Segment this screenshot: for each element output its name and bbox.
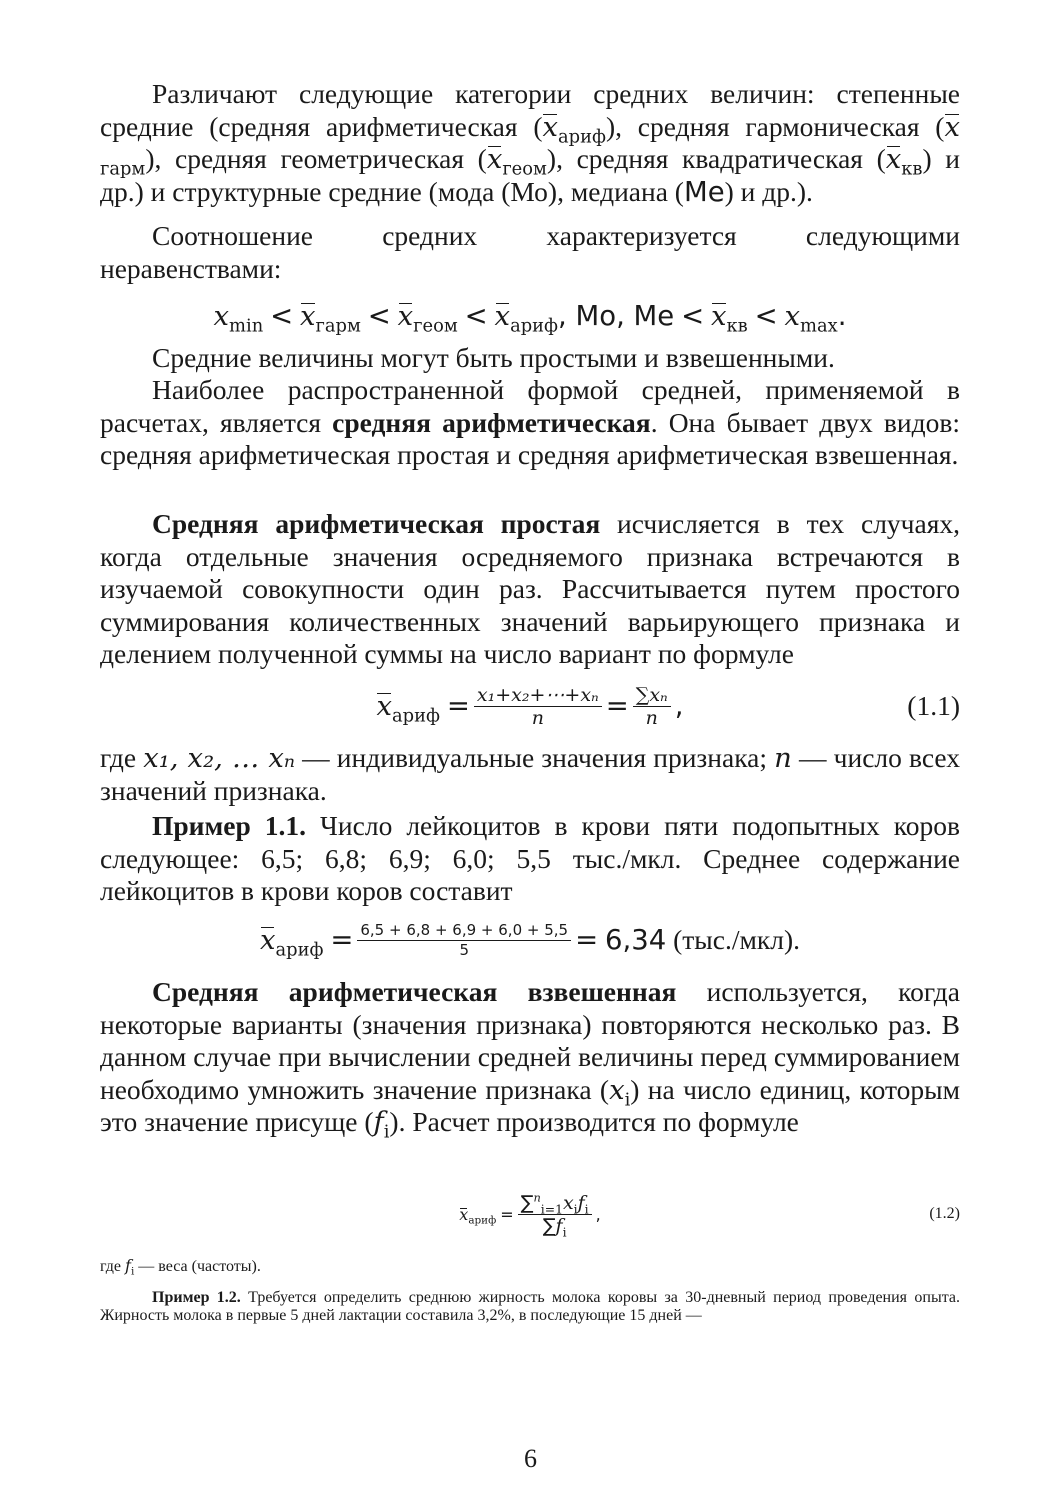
equation-number: (1.2): [929, 1205, 960, 1222]
bold-term: Пример 1.2.: [152, 1289, 241, 1306]
text: ), средняя геометрическая (: [145, 143, 487, 174]
text: ) на число единиц, которым это значение присуще (: [100, 1073, 960, 1137]
text: ) и др.) и структурные средние (мода (Мо), медиана (: [100, 143, 961, 207]
text: — число всех значений признака.: [100, 742, 961, 806]
x-arif-symbol: $x_{ариф}$: [542, 110, 606, 147]
paragraph-where-2: [100, 1256, 960, 1276]
text: используется, когда некоторые варианты (значения признака) повторяются несколько раз. В данном случае при вычислении средней величины перед суммированием необходимо умножить значение признака (: [100, 976, 960, 1105]
me-symbol: Ме: [683, 175, 725, 208]
paragraph-simple-mean: [100, 508, 960, 671]
xi-symbol: $x_i$: [609, 1073, 631, 1110]
bold-term: Средняя арифметическая взвешенная: [152, 976, 677, 1007]
text: Различают следующие категории средних величин: степенные средние (средняя арифметическая (: [100, 78, 960, 142]
text: где: [100, 1258, 126, 1275]
text: — индивидуальные значения признака;: [295, 742, 775, 773]
x-geom-symbol: $x_{геом}$: [486, 143, 547, 180]
paragraph-where-1: [100, 742, 960, 807]
paragraph-arithmetic: [100, 374, 960, 472]
text: Число лейкоцитов в крови пяти подопытных коров следующее: 6,5; 6,8; 6,9; 6,0; 5,5 тыс./мкл. Среднее содержание лейкоцитов в крови коров составит: [100, 810, 960, 906]
fi-symbol: $f_i$: [373, 1106, 390, 1143]
bold-term: средняя арифметическая: [332, 406, 651, 438]
paragraph-categories: [100, 78, 960, 208]
bold-term: Средняя арифметическая простая: [152, 508, 601, 539]
example-1-1-calculation: $x_{ариф}$ = $\frac{6,5 + 6,8 + 6,9 + 6,0 + 5,5}{5}$ = 6,34 (тыс./мкл).: [259, 920, 801, 960]
inequality-formula: $x_{min}$ < $x_{гарм}$ < $x_{геом}$ < $x_{ариф}$ , Mo, Me < $x_{кв}$ < $x_{max}$ .: [213, 299, 847, 336]
x-kv-symbol: $x_{кв}$: [885, 143, 923, 180]
text: . Она бывает двух видов: средняя арифметическая простая и средняя арифметическая взвешенная.: [100, 406, 961, 470]
text: Требуется определить среднюю жирность молока коровы за 30-дневный период проведения опыта. Жирность молока в первые 5 дней лактации составила 3,2%, в последующие 15 дней —: [100, 1289, 960, 1324]
text: ), средняя гармоническая (: [605, 110, 945, 142]
text: ). Расчет производится по формуле: [389, 1106, 799, 1137]
n-symbol: n: [774, 742, 792, 774]
x-garm-symbol: $x_{гарм}$: [100, 110, 960, 180]
text: Средние величины могут быть простыми и взвешенными.: [152, 342, 835, 373]
bold-term: Пример 1.1.: [152, 810, 307, 841]
paragraph-weighted-mean: [100, 976, 960, 1143]
page-number: 6: [524, 1444, 537, 1473]
text: ), средняя квадратическая (: [546, 143, 886, 174]
text: где: [100, 742, 144, 773]
text: Наиболее распространенной формой средней, применяемой в расчетах, является: [100, 374, 960, 438]
paragraph-ratio: [100, 220, 960, 285]
paragraph-example-1-1: [100, 810, 960, 908]
equation-number: (1.1): [907, 689, 960, 721]
text: — веса (частоты).: [134, 1258, 261, 1275]
text: ) и др.).: [724, 175, 813, 207]
text: исчисляется в тех случаях, когда отдельные значения осредняемого признака встречаются в изучаемой совокупности один раз. Рассчитывается путем простого суммирования количественных значений варьирующего признака и делением полученной суммы на число вариант по формуле: [100, 508, 960, 669]
fi-symbol: $f_i$: [125, 1256, 135, 1278]
equation-1-2: $x_{ариф}$ = $\frac{\sum^n_{i=1}x_if_i}{\sum f_i}$ , (1.2): [459, 1190, 960, 1239]
paragraph-example-1-2: [100, 1289, 960, 1325]
text: Соотношение средних характеризуется следующими неравенствами:: [100, 220, 960, 284]
equation-1-1: $x_{ариф}$ = $\frac{\text{x₁+x₂+⋯+xₙ}}{n}$ = $\frac{\text{∑xₙ}}{n}$ , (1.1): [376, 683, 960, 729]
variables: x₁, x₂, … xₙ: [143, 742, 296, 774]
paragraph-simple-weighted: [100, 342, 960, 375]
